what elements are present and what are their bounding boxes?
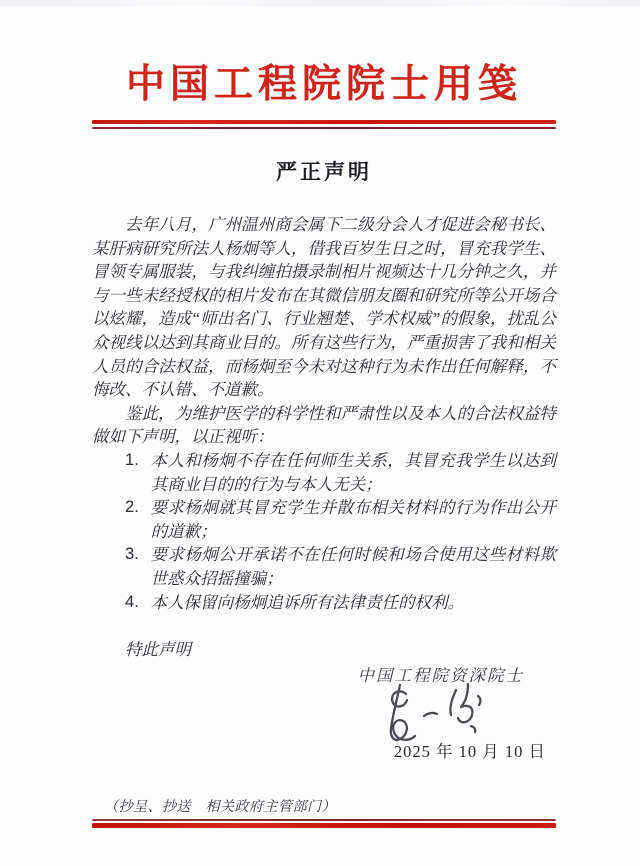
header-double-rule <box>92 120 556 130</box>
statement-list <box>125 449 556 614</box>
statement-title: 严正声明 <box>276 161 372 184</box>
header-rule-thin <box>92 127 556 129</box>
signer-title: 中国工程院资深院士 <box>357 666 524 686</box>
list-item: 本人保留向杨炯追诉所有法律责任的权利。 <box>150 592 465 612</box>
handwritten-signature <box>372 682 504 746</box>
statement-body <box>92 213 556 614</box>
list-item: 本人和杨炯不存在任何师生关系，其冒充我学生以达到其商业目的的行为与本人无关； <box>150 450 556 494</box>
footer-double-rule <box>92 819 556 829</box>
footer-rule-thin <box>92 819 556 821</box>
list-item: 要求杨炯公开承诺不在任何时候和场合使用这些材料欺世惑众招摇撞骗； <box>150 545 556 588</box>
header-rule-thick <box>92 120 556 124</box>
closing-phrase: 特此声明 <box>125 640 191 660</box>
statement-paragraph-1: 去年八月，广州温州商会属下二级分会人才促进会秘书长、某肝病研究所法人杨炯等人，借我百岁生日之时，冒充我学生、冒领专属服装，与我纠缠拍摄录制相片视频达十几分钟之久，并与一些未经授权的相片发布在其微信朋友圈和研究所等公开场合以炫耀，造成“师出名门、行业翘楚、学术权威”的假象，扰乱公众视线以达到其商业目的。所有这些行为，严重损害了我和相关人员的合法权益，而杨炯至今未对这种行为未作出任何解释，不悔改、不认错、不道歉。 <box>92 215 556 400</box>
footer-rule-thick <box>92 823 556 828</box>
statement-date: 2025 年 10 月 10 日 <box>393 742 546 762</box>
cc-note: （抄呈、抄送 相关政府主管部门） <box>104 800 336 816</box>
signature-block <box>92 662 556 788</box>
statement-paragraph-2: 鉴此，为维护医学的科学性和严肃性以及本人的合法权益特做如下声明，以正视听： <box>92 403 556 447</box>
list-item: 要求杨炯就其冒充学生并散布相关材料的行为作出公开的道歉； <box>150 498 556 541</box>
letterhead-title: 中国工程院院士用笺 <box>125 63 522 106</box>
